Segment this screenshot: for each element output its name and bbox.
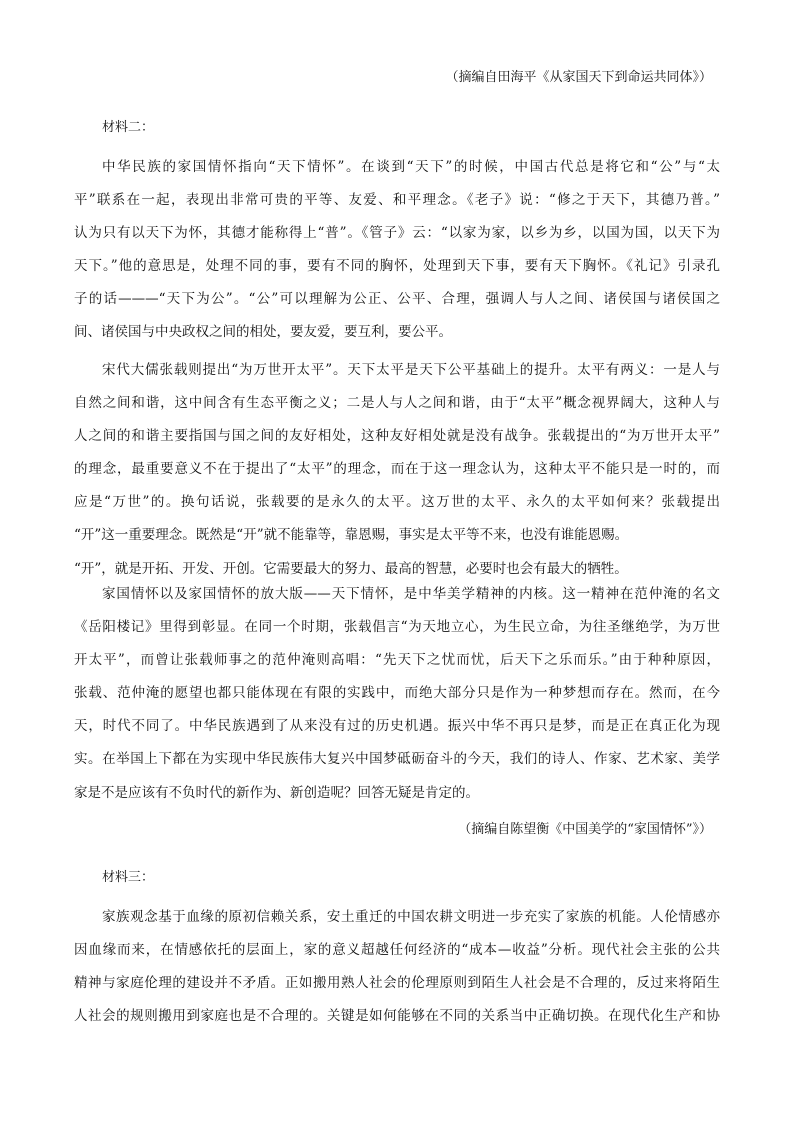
paragraph-line: 子的话———“天下为公”。“公”可以理解为公正、公平、合理，强调人与人之间、诸侯国与诸侯国之 — [74, 291, 720, 308]
paragraph-line: 因血缘而来，在情感依托的层面上，家的意义超越任何经济的“成本—收益”分析。现代社会主张的公共 — [74, 942, 720, 959]
source-citation-1: （摘编自田海平《从家国天下到命运共同体》） — [445, 70, 712, 85]
paragraph-1 — [74, 151, 720, 350]
paragraph-line: “开”，就是开拓、开发、开创。它需要最大的努力、最高的智慧，必要时也会有最大的牺牲。 — [74, 560, 628, 577]
paragraph-3 — [74, 578, 720, 810]
paragraph-line: 天，时代不同了。中华民族遇到了从来没有过的历史机遇。振兴中华不再只是梦，而是正在真正化为现 — [74, 718, 720, 735]
source-citation-2: （摘编自陈望衡《中国美学的“家国情怀”》） — [458, 822, 712, 837]
paragraph-line: 张载、范仲淹的愿望也都只能体现在有限的实践中，而绝大部分只是作为一种梦想而存在。然而，在今 — [74, 685, 720, 702]
paragraph-4 — [74, 901, 720, 1033]
paragraph-line: 认为只有以天下为怀，其德才能称得上“普”。《管子》云：“以家为家，以乡为乡，以国为国，以天下为 — [74, 225, 720, 242]
paragraph-line: 的理念，最重要意义不在于提出了“太平”的理念，而在于这一理念认为，这种太平不能只是一时的，而 — [74, 461, 720, 478]
paragraph-line: 自然之间和谐，这中间含有生态平衡之义；二是人与人之间和谐，由于“太平”概念视界阔大，这种人与 — [74, 395, 720, 412]
paragraph-line: 人社会的规则搬用到家庭也是不合理的。关键是如何能够在不同的关系当中正确切换。在现代化生产和协 — [74, 1008, 720, 1025]
paragraph-line: 精神与家庭伦理的建设并不矛盾。正如搬用熟人社会的伦理原则到陌生人社会是不合理的，反过来将陌生 — [74, 975, 720, 992]
paragraph-line: 中华民族的家国情怀指向“天下情怀”。在谈到“天下”的时候，中国古代总是将它和“公”与“太 — [102, 159, 720, 175]
paragraph-line: 开太平”，而曾让张载师事之的范仲淹则高唱：“先天下之忧而忧，后天下之乐而乐。”由于种种原因， — [74, 652, 720, 669]
material-3-label: 材料三： — [102, 870, 155, 885]
paragraph-line: 家族观念基于血缘的原初信赖关系，安土重迁的中国农耕文明进一步充实了家族的机能。人伦情感亦 — [102, 909, 720, 925]
paragraph-2 — [74, 354, 720, 586]
paragraph-line: “开”这一重要理念。既然是“开”就不能靠等，靠恩赐，事实是太平等不来，也没有谁能恩赐。 — [74, 527, 629, 544]
paragraph-line: 家国情怀以及家国情怀的放大版——天下情怀，是中华美学精神的内核。这一精神在范仲淹的名文 — [102, 586, 720, 602]
paragraph-line: 间、诸侯国与中央政权之间的相处，要友爱，要互利，要公平。 — [74, 324, 452, 341]
paragraph-line: 天下。”他的意思是，处理不同的事，要有不同的胸怀，处理到天下事，要有天下胸怀。《礼记》引录孔 — [74, 258, 720, 275]
paragraph-line: 宋代大儒张载则提出“为万世开太平”。天下太平是天下公平基础上的提升。太平有两义：一是人与 — [102, 362, 720, 378]
paragraph-line: 应是“万世”的。换句话说，张载要的是永久的太平。这万世的太平、永久的太平如何来？张载提出 — [74, 494, 720, 511]
paragraph-line: 实。在举国上下都在为实现中华民族伟大复兴中国梦砥砺奋斗的今天，我们的诗人、作家、艺术家、美学 — [74, 751, 720, 768]
material-2-label: 材料二： — [102, 120, 155, 135]
paragraph-line: 《岳阳楼记》里得到彰显。在同一个时期，张载倡言“为天地立心，为生民立命，为往圣继绝学，为万世 — [74, 619, 720, 636]
paragraph-line: 家是不是应该有不负时代的新作为、新创造呢？回答无疑是肯定的。 — [74, 784, 479, 801]
paragraph-line: 人之间的和谐主要指国与国之间的友好相处，这种友好相处就是没有战争。张载提出的“为万世开太平” — [74, 428, 720, 445]
paragraph-line: 平”联系在一起，表现出非常可贵的平等、友爱、和平理念。《老子》说：“修之于天下，其德乃普。” — [74, 192, 720, 209]
